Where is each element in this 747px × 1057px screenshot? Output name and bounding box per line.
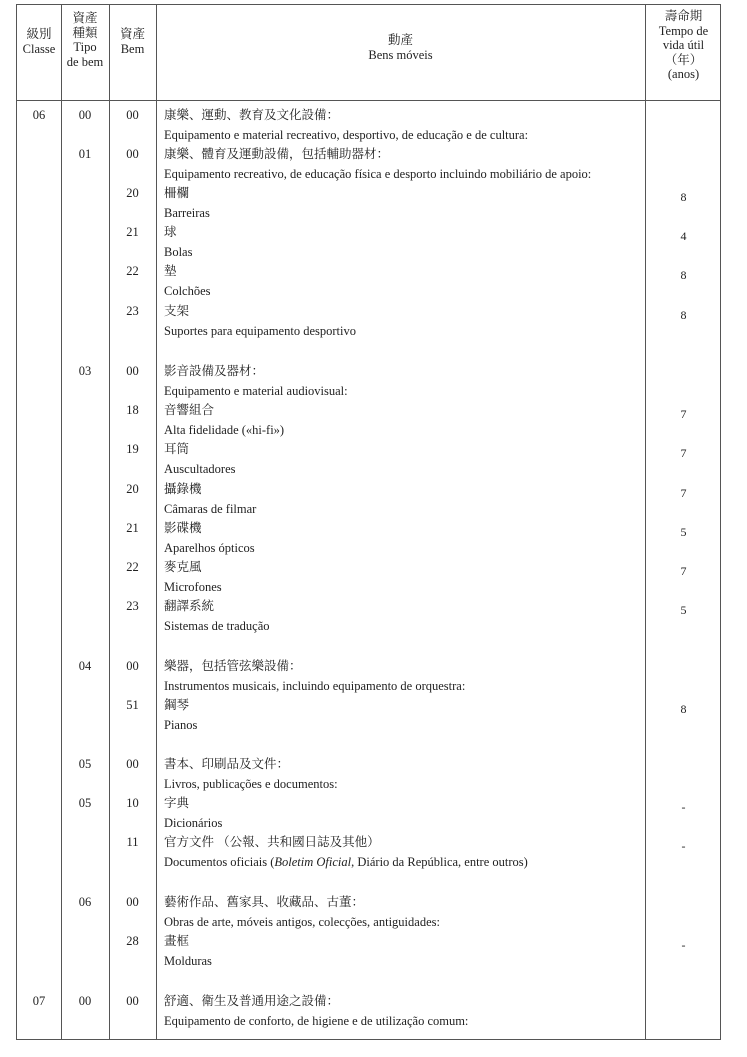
vida-value: 4 bbox=[680, 229, 687, 243]
desc-pt-part: Documentos oficiais ( bbox=[164, 855, 275, 869]
vida-value: - bbox=[681, 938, 686, 952]
vida-value: 7 bbox=[680, 486, 687, 500]
tipo-code: 01 bbox=[78, 147, 92, 161]
header-text: 動產 bbox=[387, 33, 413, 47]
desc-pt: Instrumentos musicais, incluindo equipamento de orquestra: bbox=[164, 679, 466, 693]
bem-code: 00 bbox=[126, 895, 139, 909]
vida-value: 8 bbox=[680, 308, 687, 322]
desc-pt: Livros, publicações e documentos: bbox=[164, 777, 338, 791]
bem-code: 00 bbox=[126, 659, 139, 673]
bem-code: 00 bbox=[126, 108, 139, 122]
header-vida bbox=[645, 9, 722, 82]
tipo-code: 05 bbox=[78, 796, 92, 810]
header-divider bbox=[17, 100, 720, 101]
header-text: vida útil bbox=[662, 38, 705, 52]
vida-value: 7 bbox=[680, 407, 687, 421]
header-bem bbox=[109, 27, 156, 56]
header-desc bbox=[156, 33, 645, 62]
header-text: 壽命期 bbox=[664, 9, 703, 23]
desc-zh: 影音設備及器材： bbox=[164, 364, 265, 378]
bem-code: 21 bbox=[126, 521, 139, 535]
bem-code: 22 bbox=[126, 560, 139, 574]
desc-zh: 樂器，包括管弦樂設備： bbox=[164, 659, 302, 673]
vida-value: 8 bbox=[680, 268, 687, 282]
desc-zh: 耳筒 bbox=[164, 442, 190, 456]
header-text: de bem bbox=[66, 54, 104, 69]
desc-zh: 影碟機 bbox=[164, 521, 202, 535]
desc-zh: 柵欄 bbox=[164, 186, 190, 200]
bem-code: 18 bbox=[126, 403, 139, 417]
vida-value: 5 bbox=[680, 603, 687, 617]
desc-pt: Equipamento recreativo, de educação física e desporto incluindo mobiliário de apoio: bbox=[164, 167, 592, 181]
desc-zh: 康樂、體育及運動設備，包括輔助器材： bbox=[164, 147, 390, 161]
bem-code: 00 bbox=[126, 147, 139, 161]
bem-code: 51 bbox=[126, 698, 139, 712]
desc-zh: 字典 bbox=[164, 796, 190, 810]
desc-zh: 麥克風 bbox=[164, 560, 202, 574]
vida-value: 7 bbox=[680, 564, 687, 578]
desc-pt: Colchões bbox=[164, 284, 211, 298]
desc-zh: 官方文件 （公報、共和國日誌及其他） bbox=[164, 835, 380, 849]
desc-pt-part: , Diário da República, entre outros) bbox=[351, 855, 528, 869]
desc-pt-italic: Boletim Oficial bbox=[274, 855, 352, 869]
desc-zh: 墊 bbox=[164, 264, 177, 278]
bem-code: 23 bbox=[126, 599, 139, 613]
bem-code: 21 bbox=[126, 225, 139, 239]
header-tipo bbox=[61, 11, 109, 69]
desc-pt: Bolas bbox=[164, 245, 193, 259]
column-divider bbox=[645, 5, 646, 1039]
desc-pt: Sistemas de tradução bbox=[164, 619, 270, 633]
tipo-code: 00 bbox=[78, 108, 92, 122]
desc-pt: Dicionários bbox=[164, 816, 223, 830]
bem-code: 23 bbox=[126, 304, 139, 318]
vida-value: 5 bbox=[680, 525, 687, 539]
vida-value: - bbox=[681, 839, 686, 853]
header-text: （年） bbox=[664, 52, 703, 67]
bem-code: 00 bbox=[126, 364, 139, 378]
header-text: Bens móveis bbox=[368, 47, 433, 62]
column-divider bbox=[156, 5, 157, 1039]
header-text: Tempo de bbox=[658, 23, 709, 38]
bem-code: 00 bbox=[126, 994, 139, 1008]
bem-code: 22 bbox=[126, 264, 139, 278]
desc-zh: 翻譯系統 bbox=[164, 599, 215, 613]
header-text: 種類 bbox=[72, 25, 98, 40]
desc-pt: Auscultadores bbox=[164, 462, 236, 476]
tipo-code: 00 bbox=[78, 994, 92, 1008]
desc-pt: Equipamento e material audiovisual: bbox=[164, 384, 348, 398]
asset-table bbox=[16, 4, 721, 1040]
header-text: Bem bbox=[120, 41, 145, 56]
header-text: 級別 bbox=[26, 27, 52, 41]
bem-code: 11 bbox=[126, 835, 139, 849]
desc-pt: Câmaras de filmar bbox=[164, 502, 257, 516]
desc-pt bbox=[164, 854, 528, 870]
desc-pt: Obras de arte, móveis antigos, colecções, antiguidades: bbox=[164, 915, 440, 929]
header-text: 資產 bbox=[119, 27, 145, 41]
desc-zh: 鋼琴 bbox=[164, 698, 190, 712]
desc-zh: 音響組合 bbox=[164, 403, 215, 417]
bem-code: 00 bbox=[126, 757, 139, 771]
desc-pt: Suportes para equipamento desportivo bbox=[164, 324, 356, 338]
classe-code: 06 bbox=[32, 108, 46, 122]
desc-zh: 支架 bbox=[164, 304, 190, 318]
desc-zh: 畫框 bbox=[164, 934, 190, 948]
desc-zh: 藝術作品、舊家具、收藏品、古董： bbox=[164, 895, 365, 909]
bem-code: 19 bbox=[126, 442, 139, 456]
desc-pt: Molduras bbox=[164, 954, 212, 968]
desc-zh: 康樂、運動、教育及文化設備： bbox=[164, 108, 340, 122]
classe-code: 07 bbox=[32, 994, 46, 1008]
desc-pt: Alta fidelidade («hi-fi») bbox=[164, 423, 285, 437]
tipo-code: 06 bbox=[78, 895, 92, 909]
desc-pt: Equipamento de conforto, de higiene e de utilização comum: bbox=[164, 1014, 469, 1028]
bem-code: 20 bbox=[126, 186, 139, 200]
desc-pt: Aparelhos ópticos bbox=[164, 541, 255, 555]
header-text: Classe bbox=[22, 41, 56, 56]
header-text: (anos) bbox=[667, 67, 700, 81]
desc-zh: 球 bbox=[164, 225, 177, 239]
desc-zh: 書本、印刷品及文件： bbox=[164, 757, 290, 771]
header-text: 資產 bbox=[72, 11, 98, 25]
tipo-code: 03 bbox=[78, 364, 92, 378]
vida-value: 8 bbox=[680, 702, 687, 716]
tipo-code: 05 bbox=[78, 757, 92, 771]
vida-value: 7 bbox=[680, 446, 687, 460]
bem-code: 20 bbox=[126, 482, 139, 496]
desc-pt: Pianos bbox=[164, 718, 198, 732]
desc-pt: Barreiras bbox=[164, 206, 210, 220]
desc-zh: 攝錄機 bbox=[164, 482, 202, 496]
bem-code: 28 bbox=[126, 934, 139, 948]
desc-pt: Microfones bbox=[164, 580, 222, 594]
header-classe bbox=[17, 27, 61, 56]
vida-value: 8 bbox=[680, 190, 687, 204]
desc-zh: 舒適、衛生及普通用途之設備： bbox=[164, 994, 340, 1008]
vida-value: - bbox=[681, 800, 686, 814]
desc-pt: Equipamento e material recreativo, desportivo, de educação e de cultura: bbox=[164, 128, 529, 142]
bem-code: 10 bbox=[126, 796, 139, 810]
header-text: Tipo bbox=[73, 40, 97, 54]
tipo-code: 04 bbox=[78, 659, 92, 673]
